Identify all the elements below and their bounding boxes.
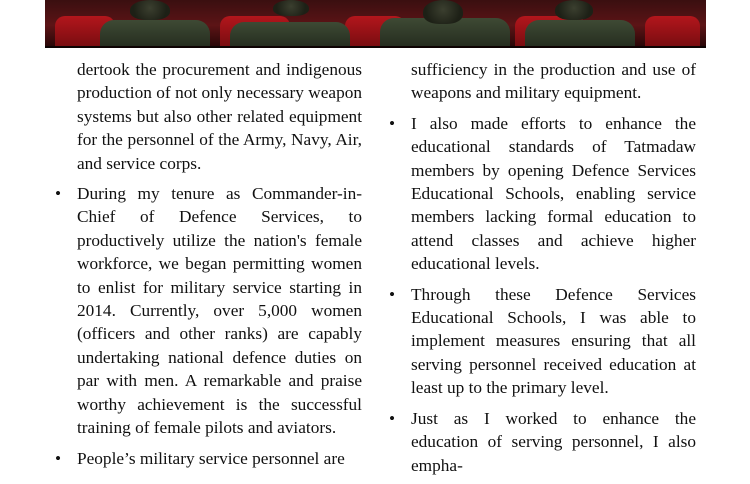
bullet-item [386,283,696,400]
left-continuation-paragraph: dertook the procurement and indigenous production of not only necessary weapon systems but also other related equipment for the personnel of the Army, Navy, Air, and service corps. [77,60,362,173]
right-continuation-paragraph: sufficiency in the production and use of weapons and military equipment. [411,60,696,103]
bullet-icon: • [388,408,396,428]
bullet-icon: • [388,284,396,304]
right-column [386,58,696,484]
bullet-item [52,447,362,470]
bullet-item [386,112,696,276]
bullet-text: People’s military service personnel are [77,448,345,468]
bullet-text: During my tenure as Commander-in-Chief of Defence Services, to productively utilize the nation's female workforce, we began permitting women to enlist for military service starting in 2014. Currently, over 5,000 women (officers and other ranks) are capably undertaking national defence duties on par with men. A remarkable and praise worthy achievement is the successful training of female pilots and aviators. [77,184,362,438]
bullet-icon: • [54,184,62,204]
bullet-text: Just as I worked to enhance the education of serving personnel, I also empha- [411,408,696,475]
bullet-item [52,182,362,439]
bullet-icon: • [388,113,396,133]
bullet-text: I also made efforts to enhance the educational standards of Tatmadaw members by opening Defence Services Educational Schools, enabling service members lacking formal education to attend classes and achieve higher educational levels. [411,113,696,274]
left-column [52,58,362,477]
audience-photo [45,0,706,48]
bullet-icon: • [54,448,62,468]
bullet-item [386,407,696,477]
bullet-text: Through these Defence Services Educational Schools, I was able to implement measures ensuring that all serving personnel received education at least up to the primary level. [411,284,696,398]
